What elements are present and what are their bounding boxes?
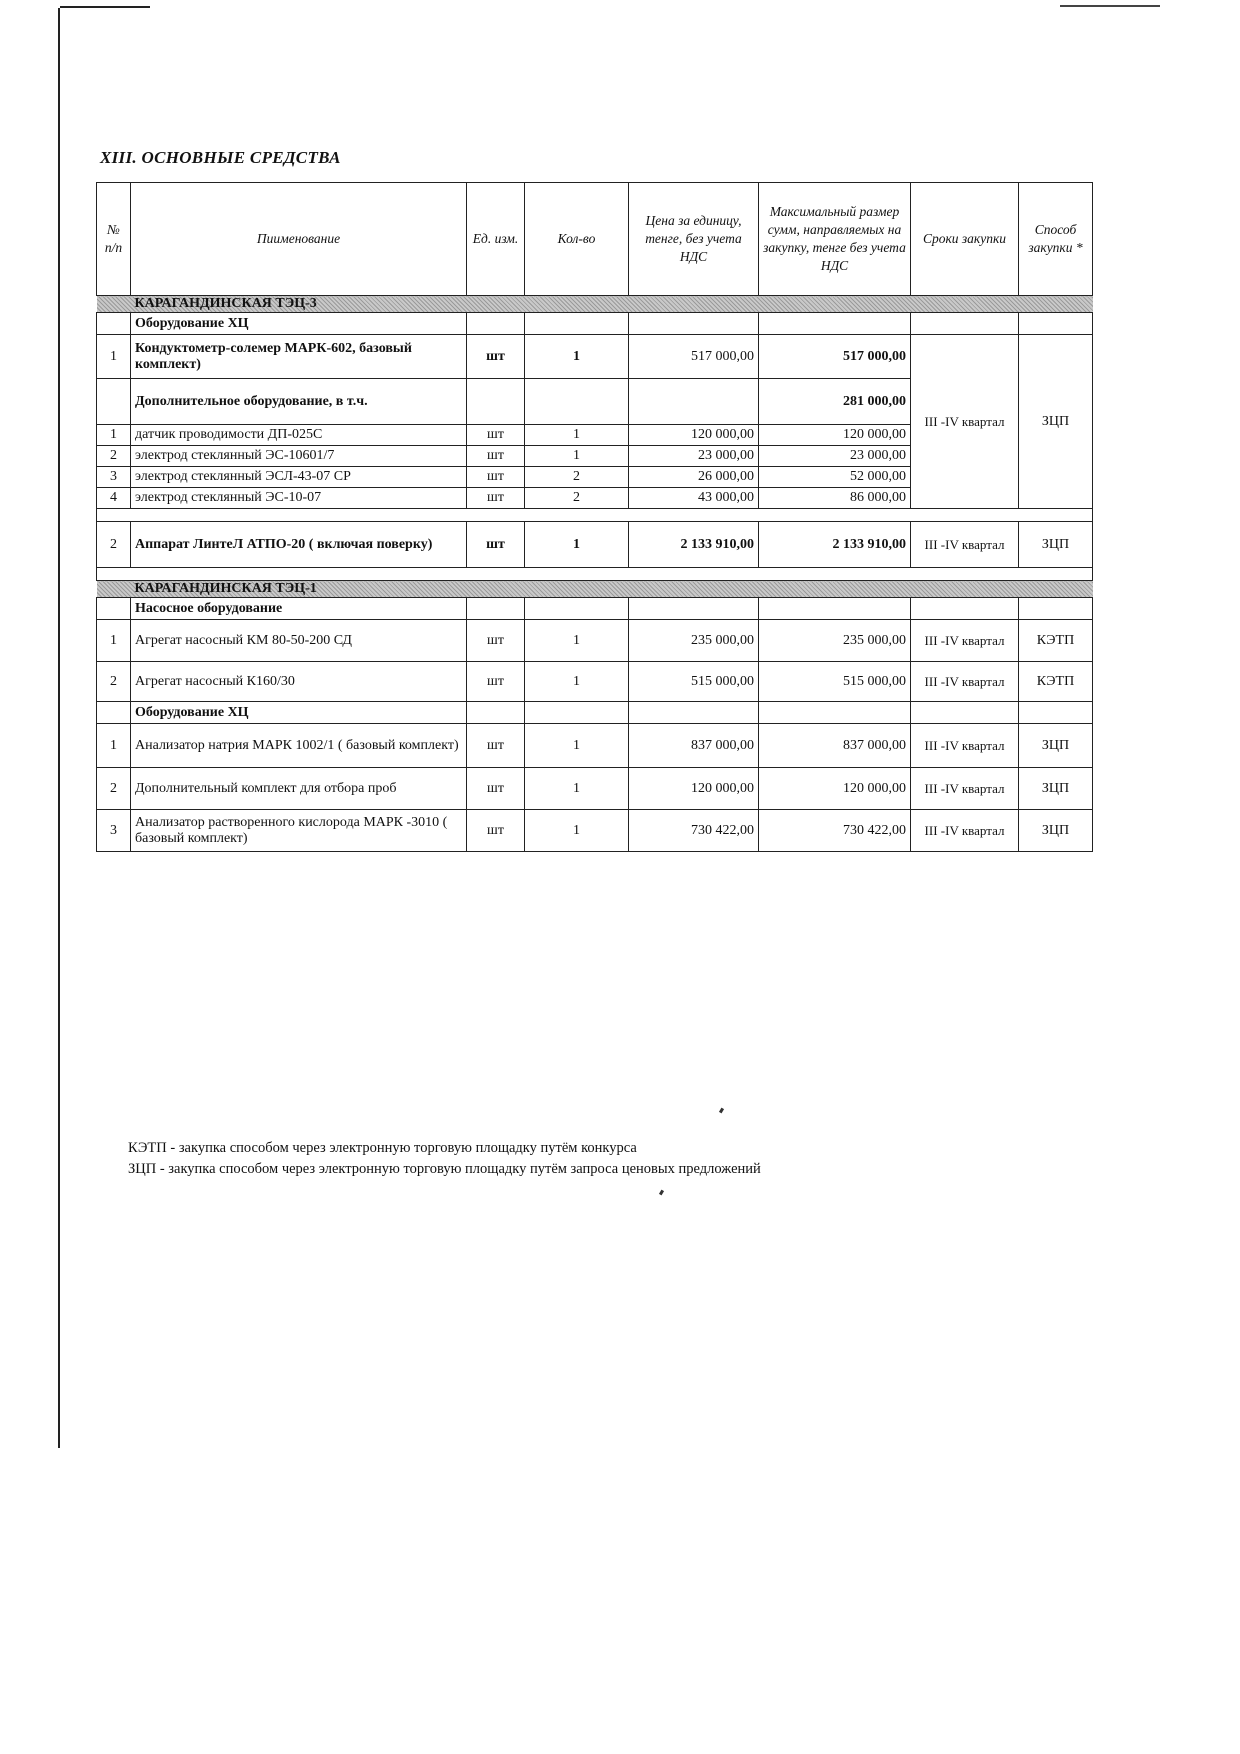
spacer-row — [97, 568, 1093, 581]
row-price: 120 000,00 — [629, 768, 759, 810]
row-name: Анализатор растворенного кислорода МАРК -3010 ( базовый комплект) — [131, 810, 467, 852]
scan-edge-top — [60, 6, 150, 8]
row-num — [97, 379, 131, 425]
footnote-zcp: ЗЦП - закупка способом через электронную торговую площадку путём запроса ценовых предложений — [128, 1161, 761, 1177]
row-terms: III -IV квартал — [911, 662, 1019, 702]
row-num: 2 — [97, 768, 131, 810]
row-qty — [525, 379, 629, 425]
row-num: 3 — [97, 467, 131, 488]
table-row — [97, 724, 1093, 768]
row-sum: 120 000,00 — [759, 425, 911, 446]
row-unit — [467, 379, 525, 425]
row-num: 1 — [97, 335, 131, 379]
row-num: 1 — [97, 724, 131, 768]
row-unit: шт — [467, 467, 525, 488]
row-price: 837 000,00 — [629, 724, 759, 768]
row-sum: 730 422,00 — [759, 810, 911, 852]
row-qty: 1 — [525, 335, 629, 379]
row-sum: 120 000,00 — [759, 768, 911, 810]
row-qty: 2 — [525, 467, 629, 488]
table-header-row — [97, 183, 1093, 296]
row-sum: 517 000,00 — [759, 335, 911, 379]
spacer-row — [97, 509, 1093, 522]
row-sum: 281 000,00 — [759, 379, 911, 425]
row-name: Агрегат насосный К160/30 — [131, 662, 467, 702]
table-row — [97, 335, 1093, 379]
fixed-assets-table — [96, 182, 1093, 852]
row-terms: III -IV квартал — [911, 522, 1019, 568]
row-name: Агрегат насосный КМ 80-50-200 СД — [131, 620, 467, 662]
row-terms: III -IV квартал — [911, 768, 1019, 810]
row-terms: III -IV квартал — [911, 620, 1019, 662]
row-unit: шт — [467, 768, 525, 810]
scan-speck — [659, 1190, 664, 1196]
subsection-title: Насосное оборудование — [131, 598, 467, 620]
row-qty: 1 — [525, 662, 629, 702]
row-sum: 515 000,00 — [759, 662, 911, 702]
table-row — [97, 810, 1093, 852]
row-name: Дополнительный комплект для отбора проб — [131, 768, 467, 810]
row-method: ЗЦП — [1019, 768, 1093, 810]
table-row — [97, 522, 1093, 568]
scan-speck — [719, 1108, 724, 1114]
row-unit: шт — [467, 724, 525, 768]
subsection-row — [97, 702, 1093, 724]
row-qty: 1 — [525, 425, 629, 446]
row-name: Аппарат ЛинтеЛ АТПО-20 ( включая поверку) — [131, 522, 467, 568]
subsection-title: Оборудование ХЦ — [131, 313, 467, 335]
row-qty: 1 — [525, 446, 629, 467]
header-method: Способ закупки * — [1019, 183, 1093, 296]
row-qty: 1 — [525, 620, 629, 662]
row-method: КЭТП — [1019, 620, 1093, 662]
row-unit: шт — [467, 335, 525, 379]
group-band-label: КАРАГАНДИНСКАЯ ТЭЦ-3 — [131, 296, 1093, 313]
row-unit: шт — [467, 488, 525, 509]
row-num: 2 — [97, 662, 131, 702]
row-name: электрод стеклянный ЭС-10601/7 — [131, 446, 467, 467]
row-price — [629, 379, 759, 425]
row-price: 26 000,00 — [629, 467, 759, 488]
row-name: датчик проводимости ДП-025С — [131, 425, 467, 446]
row-qty: 1 — [525, 724, 629, 768]
row-price: 43 000,00 — [629, 488, 759, 509]
row-method: КЭТП — [1019, 662, 1093, 702]
header-qty: Кол-во — [525, 183, 629, 296]
scan-edge-left — [58, 8, 60, 1448]
row-name: электрод стеклянный ЭСЛ-43-07 СР — [131, 467, 467, 488]
row-unit: шт — [467, 522, 525, 568]
row-price: 730 422,00 — [629, 810, 759, 852]
scan-edge-top-right — [1060, 5, 1160, 7]
row-num: 1 — [97, 425, 131, 446]
row-price: 517 000,00 — [629, 335, 759, 379]
row-qty: 2 — [525, 488, 629, 509]
row-sum: 23 000,00 — [759, 446, 911, 467]
row-name: Дополнительное оборудование, в т.ч. — [131, 379, 467, 425]
row-sum: 2 133 910,00 — [759, 522, 911, 568]
group-band-label: КАРАГАНДИНСКАЯ ТЭЦ-1 — [131, 581, 1093, 598]
row-name: Кондуктометр-солемер МАРК-602, базовый комплект) — [131, 335, 467, 379]
row-sum: 86 000,00 — [759, 488, 911, 509]
row-terms: III -IV квартал — [911, 335, 1019, 509]
row-method: ЗЦП — [1019, 522, 1093, 568]
row-method: ЗЦП — [1019, 335, 1093, 509]
row-sum: 837 000,00 — [759, 724, 911, 768]
row-name: Анализатор натрия МАРК 1002/1 ( базовый комплект) — [131, 724, 467, 768]
header-max-sum: Максимальный размер сумм, направляемых на закупку, тенге без учета НДС — [759, 183, 911, 296]
table-row — [97, 620, 1093, 662]
subsection-title: Оборудование ХЦ — [131, 702, 467, 724]
row-num: 3 — [97, 810, 131, 852]
row-unit: шт — [467, 620, 525, 662]
row-sum: 235 000,00 — [759, 620, 911, 662]
row-unit: шт — [467, 662, 525, 702]
row-terms: III -IV квартал — [911, 724, 1019, 768]
row-price: 23 000,00 — [629, 446, 759, 467]
row-num: 2 — [97, 446, 131, 467]
row-price: 235 000,00 — [629, 620, 759, 662]
footnotes — [128, 1138, 761, 1180]
header-price: Цена за единицу, тенге, без учета НДС — [629, 183, 759, 296]
group-band — [97, 581, 1093, 598]
table-row — [97, 768, 1093, 810]
table-row — [97, 662, 1093, 702]
row-terms: III -IV квартал — [911, 810, 1019, 852]
row-qty: 1 — [525, 768, 629, 810]
row-price: 2 133 910,00 — [629, 522, 759, 568]
row-unit: шт — [467, 425, 525, 446]
row-method: ЗЦП — [1019, 724, 1093, 768]
row-name: электрод стеклянный ЭС-10-07 — [131, 488, 467, 509]
row-price: 120 000,00 — [629, 425, 759, 446]
row-num: 1 — [97, 620, 131, 662]
subsection-row — [97, 313, 1093, 335]
header-name: Пиименование — [131, 183, 467, 296]
footnote-ketp: КЭТП - закупка способом через электронную торговую площадку путём конкурса — [128, 1140, 637, 1156]
subsection-row — [97, 598, 1093, 620]
row-unit: шт — [467, 446, 525, 467]
row-sum: 52 000,00 — [759, 467, 911, 488]
section-title: XIII. ОСНОВНЫЕ СРЕДСТВА — [100, 148, 341, 167]
row-qty: 1 — [525, 810, 629, 852]
row-num: 2 — [97, 522, 131, 568]
header-num: № п/п — [97, 183, 131, 296]
row-price: 515 000,00 — [629, 662, 759, 702]
header-terms: Сроки закупки — [911, 183, 1019, 296]
row-method: ЗЦП — [1019, 810, 1093, 852]
group-band — [97, 296, 1093, 313]
row-unit: шт — [467, 810, 525, 852]
header-unit: Ед. изм. — [467, 183, 525, 296]
row-qty: 1 — [525, 522, 629, 568]
row-num: 4 — [97, 488, 131, 509]
